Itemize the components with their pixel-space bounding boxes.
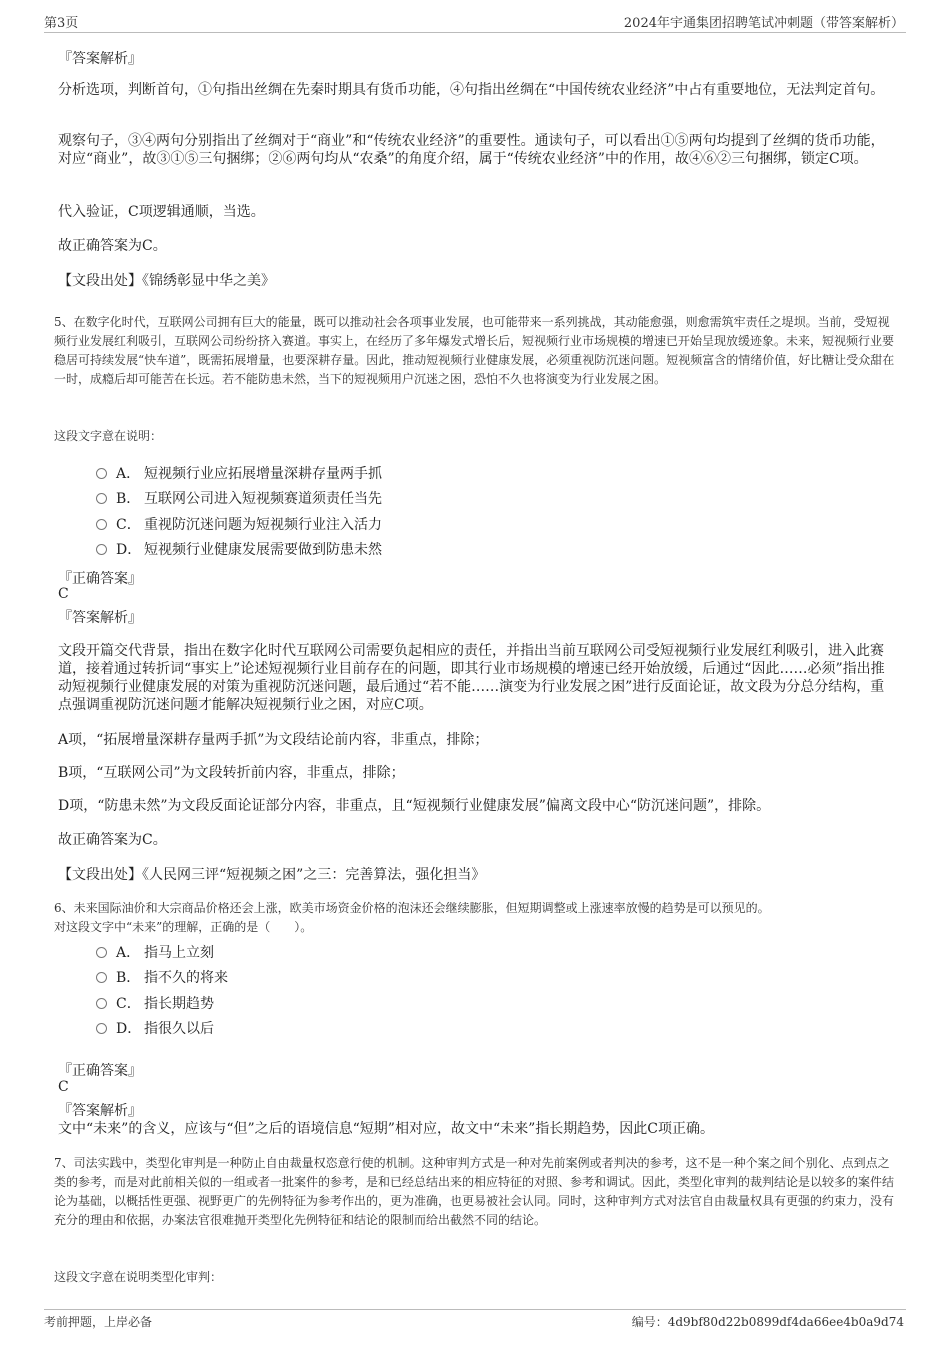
question-5-option-b[interactable] — [96, 488, 382, 508]
question-5-conclusion: 故正确答案为C。 — [58, 832, 167, 848]
question-5-option-a[interactable] — [96, 463, 382, 483]
option-text: 互联网公司进入短视频赛道须责任当先 — [144, 491, 382, 507]
option-text: 指不久的将来 — [144, 970, 228, 986]
question-6-option-b[interactable] — [96, 967, 228, 987]
radio-icon[interactable] — [96, 544, 107, 555]
analysis-paragraph-2: 观察句子，③④两句分别指出了丝绸对于“商业”和“传统农业经济”的重要性。通读句子，可以看出①⑤两句均提到了丝绸的货币功能，对应“商业”，故③①⑤三句捆绑；②⑥两句均从“农桑”的角度介绍，属于“传统农业经济”中的作用，故④⑥②三句捆绑，锁定C项。 — [58, 133, 885, 167]
source-citation: 【文段出处】《锦绣彰显中华之美》 — [58, 273, 275, 289]
question-6-analysis-label: 『答案解析』 — [58, 1103, 142, 1119]
option-text: 指马上立刻 — [144, 945, 214, 961]
page-number: 第3页 — [44, 16, 79, 31]
document-title: 2024年宇通集团招聘笔试冲刺题（带答案解析） — [623, 16, 904, 31]
header-divider — [44, 32, 906, 33]
option-letter: B． — [116, 970, 141, 986]
radio-icon[interactable] — [96, 493, 107, 504]
question-6-answer-label: 『正确答案』 — [58, 1063, 142, 1079]
question-5-option-b-note: B项，“互联网公司”为文段转折前内容，非重点，排除； — [58, 765, 405, 781]
question-5-option-c[interactable] — [96, 514, 382, 534]
question-5-answer-label: 『正确答案』 — [58, 571, 142, 587]
footer-slogan: 考前押题，上岸必备 — [44, 1315, 153, 1329]
question-5-stem: 5、在数字化时代，互联网公司拥有巨大的能量，既可以推动社会各项事业发展，也可能带来一系列挑战，其动能愈强，则愈需筑牢责任之堤坝。当前，受短视频行业发展红利吸引，互联网公司纷纷挤入赛道。事实上，在经历了多年爆发式增长后，短视频行业市场规模的增速已开始呈现放缓迹象。未来，短视频行业要稳居可持续发展“快车道”，既需拓展增量，也要深耕存量。因此，推动短视频行业健康发展，必须重视防沉迷问题。短视频富含的情绪价值，好比糖让受众甜在一时，成瘾后却可能苦在长远。若不能防患未然，当下的短视频用户沉迷之困，恐怕不久也将演变为行业发展之困。 — [54, 315, 895, 386]
radio-icon[interactable] — [96, 519, 107, 530]
question-5-source: 【文段出处】《人民网三评“短视频之困”之三：完善算法，强化担当》 — [58, 867, 486, 883]
question-6-option-d[interactable] — [96, 1018, 214, 1038]
question-6-stem: 6、未来国际油价和大宗商品价格还会上涨，欧美市场资金价格的泡沫还会继续膨胀，但短期调整或上涨速率放慢的趋势是可以预见的。 — [54, 901, 770, 915]
question-5-option-a-note: A项，“拓展增量深耕存量两手抓”为文段结论前内容，非重点，排除； — [58, 732, 489, 748]
radio-icon[interactable] — [96, 947, 107, 958]
question-6-analysis: 文中“未来”的含义，应该与“但”之后的语境信息“短期”相对应，故文中“未来”指长期趋势，因此C项正确。 — [58, 1121, 714, 1137]
question-6-prompt: 对这段文字中“未来”的理解，正确的是（ ）。 — [54, 920, 313, 934]
question-6-answer: C — [58, 1079, 69, 1095]
radio-icon[interactable] — [96, 468, 107, 479]
option-letter: D． — [116, 1021, 142, 1037]
analysis-paragraph-1: 分析选项，判断首句，①句指出丝绸在先秦时期具有货币功能，④句指出丝绸在“中国传统农业经济”中占有重要地位，无法判定首句。 — [58, 82, 885, 98]
option-text: 指很久以后 — [144, 1021, 214, 1037]
radio-icon[interactable] — [96, 1023, 107, 1034]
option-text: 指长期趋势 — [144, 996, 214, 1012]
option-letter: A． — [116, 466, 141, 482]
question-6-option-c[interactable] — [96, 993, 214, 1013]
analysis-paragraph-3: 代入验证，C项逻辑通顺，当选。 — [58, 204, 265, 220]
radio-icon[interactable] — [96, 972, 107, 983]
question-6-option-a[interactable] — [96, 942, 214, 962]
question-5-option-d-note: D项，“防患未然”为文段反面论证部分内容，非重点，且“短视频行业健康发展”偏离文段中心“防沉迷问题”，排除。 — [58, 798, 771, 814]
option-letter: D． — [116, 542, 142, 558]
option-text: 短视频行业健康发展需要做到防患未然 — [144, 542, 382, 558]
question-7-prompt: 这段文字意在说明类型化审判： — [54, 1270, 223, 1284]
option-text: 短视频行业应拓展增量深耕存量两手抓 — [144, 466, 382, 482]
analysis-paragraph-4: 故正确答案为C。 — [58, 238, 167, 254]
option-letter: C． — [116, 517, 141, 533]
question-5-analysis: 文段开篇交代背景，指出在数字化时代互联网公司需要负起相应的责任，并指出当前互联网公司受短视频行业发展红利吸引，进入此赛道，接着通过转折词“事实上”论述短视频行业目前存在的问题，即其行业市场规模的增速已经开始放缓，后通过“因此……必须”指出推动短视频行业健康发展的对策为重视防沉迷问题，最后通过“若不能……演变为行业发展之困”进行反面论证，故文段为分总分结构，重点强调重视防沉迷问题才能解决短视频行业之困，对应C项。 — [58, 643, 885, 713]
document-code: 编号：4d9bf80d22b0899df4da66ee4b0a9d74 — [631, 1315, 904, 1329]
option-text: 重视防沉迷问题为短视频行业注入活力 — [144, 517, 382, 533]
radio-icon[interactable] — [96, 998, 107, 1009]
footer-divider — [44, 1309, 906, 1310]
answer-analysis-label: 『答案解析』 — [58, 51, 142, 67]
option-letter: A． — [116, 945, 141, 961]
question-5-analysis-label: 『答案解析』 — [58, 610, 142, 626]
question-5-option-d[interactable] — [96, 539, 382, 559]
option-letter: C． — [116, 996, 141, 1012]
option-letter: B． — [116, 491, 141, 507]
question-5-answer: C — [58, 586, 69, 602]
question-5-prompt: 这段文字意在说明： — [54, 429, 163, 443]
question-7-stem: 7、司法实践中，类型化审判是一种防止自由裁量权恣意行使的机制。这种审判方式是一种对先前案例或者判决的参考，这不是一种个案之间个别化、点到点之类的参考，而是对此前相关似的一组或者一批案件的参考，是和已经总结出来的相应特征的对照、参考和调试。因此，类型化审判的裁判结论是以较多的案件结论为基础，以概括性更强、视野更广的先例特征为参考作出的，更为准确，也更易被社会认同。同时，这种审判方式对法官自由裁量权具有更强的约束力，没有充分的理由和依据，办案法官很难抛开类型化先例特征和结论的限制而给出截然不同的结论。 — [54, 1156, 895, 1227]
